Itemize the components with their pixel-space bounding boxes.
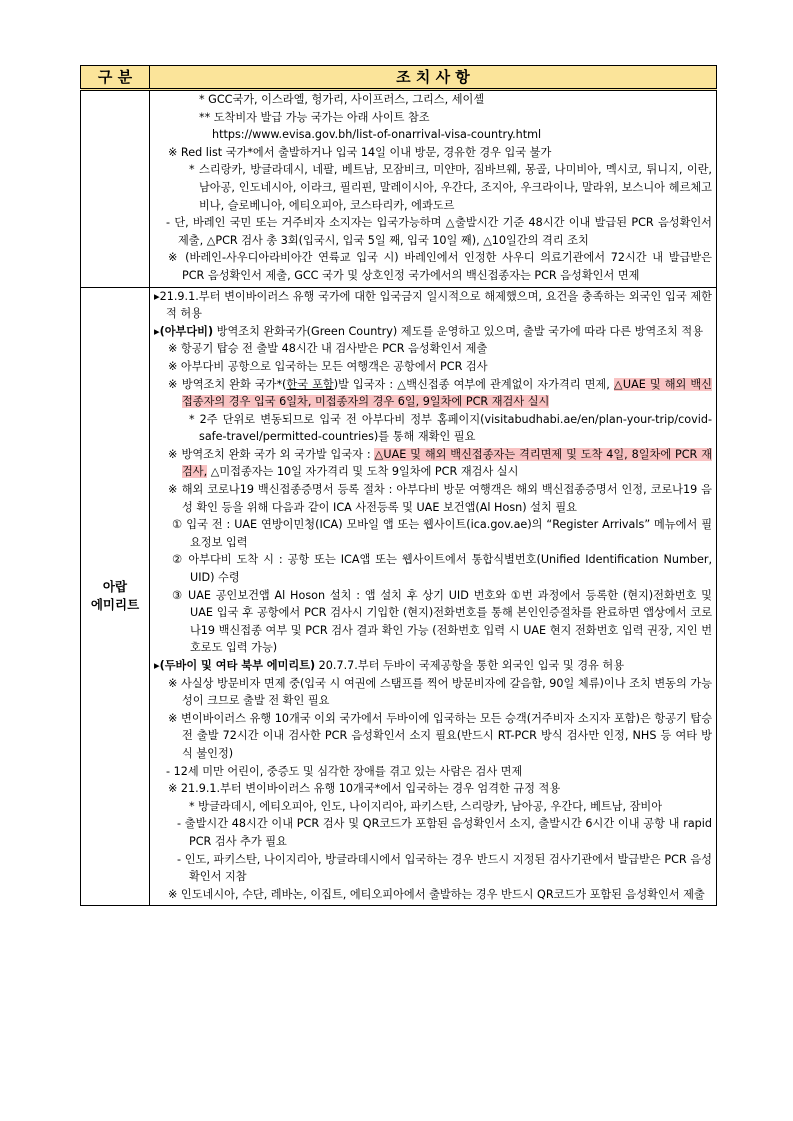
abudhabi-note-airport-pcr: ※ 아부다비 공항으로 입국하는 모든 여행객은 공항에서 PCR 검사	[168, 359, 488, 373]
dubai-heading: (두바이 및 여타 북부 에미리트)	[159, 659, 316, 672]
dubai-note-exemption: - 12세 미만 어린이, 중증도 및 심각한 장애를 겪고 있는 사람은 검사 면제	[166, 764, 523, 778]
category-uae-line1: 아랍	[102, 579, 128, 595]
table-row-uae	[81, 287, 717, 906]
header-category: 구 분	[81, 66, 150, 90]
highlight-exemption: △UAE 및 해외 백신접종자는 격리면제 및 도착 4일, 8일차에 PCR 재검사,	[182, 447, 712, 479]
dubai-note-qr: ※ 인도네시아, 수단, 레바논, 이집트, 에티오피아에서 출발하는 경우 반드시 QR코드가 포함된 음성확인서 제출	[168, 887, 705, 901]
dubai-note-variant: ※ 21.9.1.부터 변이바이러스 유행 10개국*에서 입국하는 경우 엄격한 규정 적용	[168, 782, 561, 796]
header-measures: 조 치 사 항	[150, 66, 717, 90]
korea-included: 한국 포함	[286, 377, 334, 391]
registration-step-2: ② 아부다비 도착 시 : 공항 또는 ICA앱 또는 웹사이트에서 통합식별번호(Unified Identification Number, UID) 수령	[172, 553, 712, 585]
registration-step-1: ① 입국 전 : UAE 연방이민청(ICA) 모바일 앱 또는 웹사이트(ica.gov.ae)의 “Register Arrivals” 메뉴에서 필요정보 입력	[172, 518, 712, 549]
measures-bahrain	[150, 90, 717, 288]
dubai-note-visa: ※ 사실상 방문비자 면제 중(입국 시 여권에 스탬프를 찍어 방문비자에 갈음함, 90일 체류)이나 조치 변동의 가능성이 크므로 출발 전 확인 필요	[168, 676, 712, 708]
abudhabi-heading: (아부다비)	[159, 324, 214, 338]
bullet-marker: ▸	[154, 324, 160, 338]
red-list-countries: * 스리랑카, 방글라데시, 네팔, 베트남, 모잠비크, 미얀마, 짐바브웨, 몽골, 나미비아, 멕시코, 튀니지, 이란, 남아공, 인도네시아, 이라크, 필리핀, 말레이시아, 우간다, 조지아, 우크라이나, 말라위, 보스니아 헤르체고비나, 슬로베니아, 에티오피아, 코스타리카, 에콰도르	[189, 163, 712, 212]
measures-table	[80, 65, 717, 906]
table-header-row	[81, 66, 717, 90]
registration-step-3: ③ UAE 공인보건앱 Al Hoson 설치 : 앱 설치 후 상기 UID 번호와 ①번 과정에서 등록한 (현지)전화번호 및 UAE 입국 후 공항에서 PCR 검사시 기입한 (현지)전화번호를 통해 본인인증절차를 완료하면 앱상에서 코로나19 백신접종 여부 및 PCR 검사 결과 확인 가능 (전화번호 입력 시 UAE 현지 전화번호 입력 권장, 지인 번호로도 입력 가능)	[172, 588, 712, 655]
category-bahrain	[81, 90, 150, 288]
category-uae-line2: 에미리트	[90, 597, 140, 613]
abudhabi-note-registration: ※ 해외 코로나19 백신접종증명서 등록 절차 : 아부다비 방문 여행객은 해외 백신접종증명서 인정, 코로나19 음성 확인 등을 위해 다음과 같이 ICA 사전등록 및 UAE 보건앱(Al Hosn) 설치 필요	[168, 483, 712, 514]
abudhabi-green-country: ▸(아부다비) 방역조치 완화국가(Green Country) 제도를 운영하고 있으며, 출발 국가에 따라 다른 방역조치 적용	[154, 324, 704, 338]
causeway-note: ※ (바레인-사우디아라비아간 연륙교 입국 시) 바레인에서 인정한 사우디 의료기관에서 72시간 내 발급받은 PCR 음성확인서 제출, GCC 국가 및 상호인정 국가에서의 백신접종자는 PCR 음성확인서 면제	[168, 251, 712, 282]
abudhabi-note-green-arrivals: ※ 방역조치 완화 국가*(한국 포함)발 입국자 : △백신접종 여부에 관계없이 자가격리 면제, △UAE 및 해외 백신접종자의 경우 입국 6일차, 미접종자의 경우 6일, 9일차에 PCR 재검사 실시	[168, 377, 712, 409]
dubai-note-pcr: ※ 변이바이러스 유행 10개국 이외 국가에서 두바이에 입국하는 모든 승객(거주비자 소지자 포함)은 항공기 탑승 전 출발 72시간 이내 검사한 PCR 음성확인서 소지 필요(반드시 RT-PCR 방식 검사만 인정, NHS 등 여타 방식 불인정)	[168, 711, 712, 760]
visa-url: https://www.evisa.gov.bh/list-of-onarrival-visa-country.html	[212, 128, 542, 142]
abudhabi-note-pcr: ※ 항공기 탑승 전 출발 48시간 내 검사받은 PCR 음성확인서 제출	[168, 342, 488, 356]
dubai-variant-countries: * 방글라데시, 에티오피아, 인도, 나이지리아, 파키스탄, 스리랑카, 남아공, 우간다, 베트남, 잠비아	[189, 799, 663, 813]
category-uae	[81, 287, 150, 906]
visa-site-note: ** 도착비자 발급 가능 국가는 아래 사이트 참조	[199, 110, 430, 124]
abudhabi-note-other-arrivals: ※ 방역조치 완화 국가 외 국가발 입국자 : △UAE 및 해외 백신접종자는 격리면제 및 도착 4일, 8일차에 PCR 재검사, △미접종자는 10일 자가격리 및 도착 9일차에 PCR 재검사 실시	[168, 447, 712, 479]
gcc-note: * GCC국가, 이스라엘, 헝가리, 사이프러스, 그리스, 세이셸	[199, 93, 485, 106]
measures-uae	[150, 287, 717, 906]
abudhabi-intro: ▸21.9.1.부터 변이바이러스 유행 국가에 대한 입국금지 일시적으로 해제했으며, 요건을 충족하는 외국인 입국 제한적 허용	[154, 289, 712, 321]
dubai-intro: ▸(두바이 및 여타 북부 에미리트) 20.7.7.부터 두바이 국제공항을 통한 외국인 입국 및 경유 허용	[154, 659, 625, 672]
highlight-retest: △UAE 및 해외 백신접종자의 경우 입국 6일차, 미접종자의 경우 6일, 9일차에 PCR 재검사 실시	[182, 377, 712, 409]
dubai-variant-rule-2: - 인도, 파키스탄, 나이지리아, 방글라데시에서 입국하는 경우 반드시 지정된 검사기관에서 발급받은 PCR 음성확인서 지참	[177, 852, 712, 884]
red-list-note: ※ Red list 국가*에서 출발하거나 입국 14일 이내 방문, 경유한 경우 입국 불가	[168, 145, 552, 159]
dubai-variant-rule-1: - 출발시간 48시간 이내 PCR 검사 및 QR코드가 포함된 음성확인서 소지, 출발시간 6시간 이내 공항 내 rapid PCR 검사 추가 필요	[177, 817, 712, 848]
table-row-bahrain	[81, 90, 717, 288]
bullet-marker: ▸	[154, 659, 160, 672]
abudhabi-green-list-star: * 2주 단위로 변동되므로 입국 전 아부다비 정부 홈페이지(visitabudhabi.ae/en/plan-your-trip/covid-safe-travel/permitted-countries)를 통해 재확인 필요	[189, 412, 712, 444]
resident-exception: - 단, 바레인 국민 또는 거주비자 소지자는 입국가능하며 △출발시간 기준 48시간 이내 발급된 PCR 음성확인서 제출, △PCR 검사 총 3회(입국시, 입국 5일 째, 입국 10일 째), △10일간의 격리 조치	[166, 216, 712, 247]
